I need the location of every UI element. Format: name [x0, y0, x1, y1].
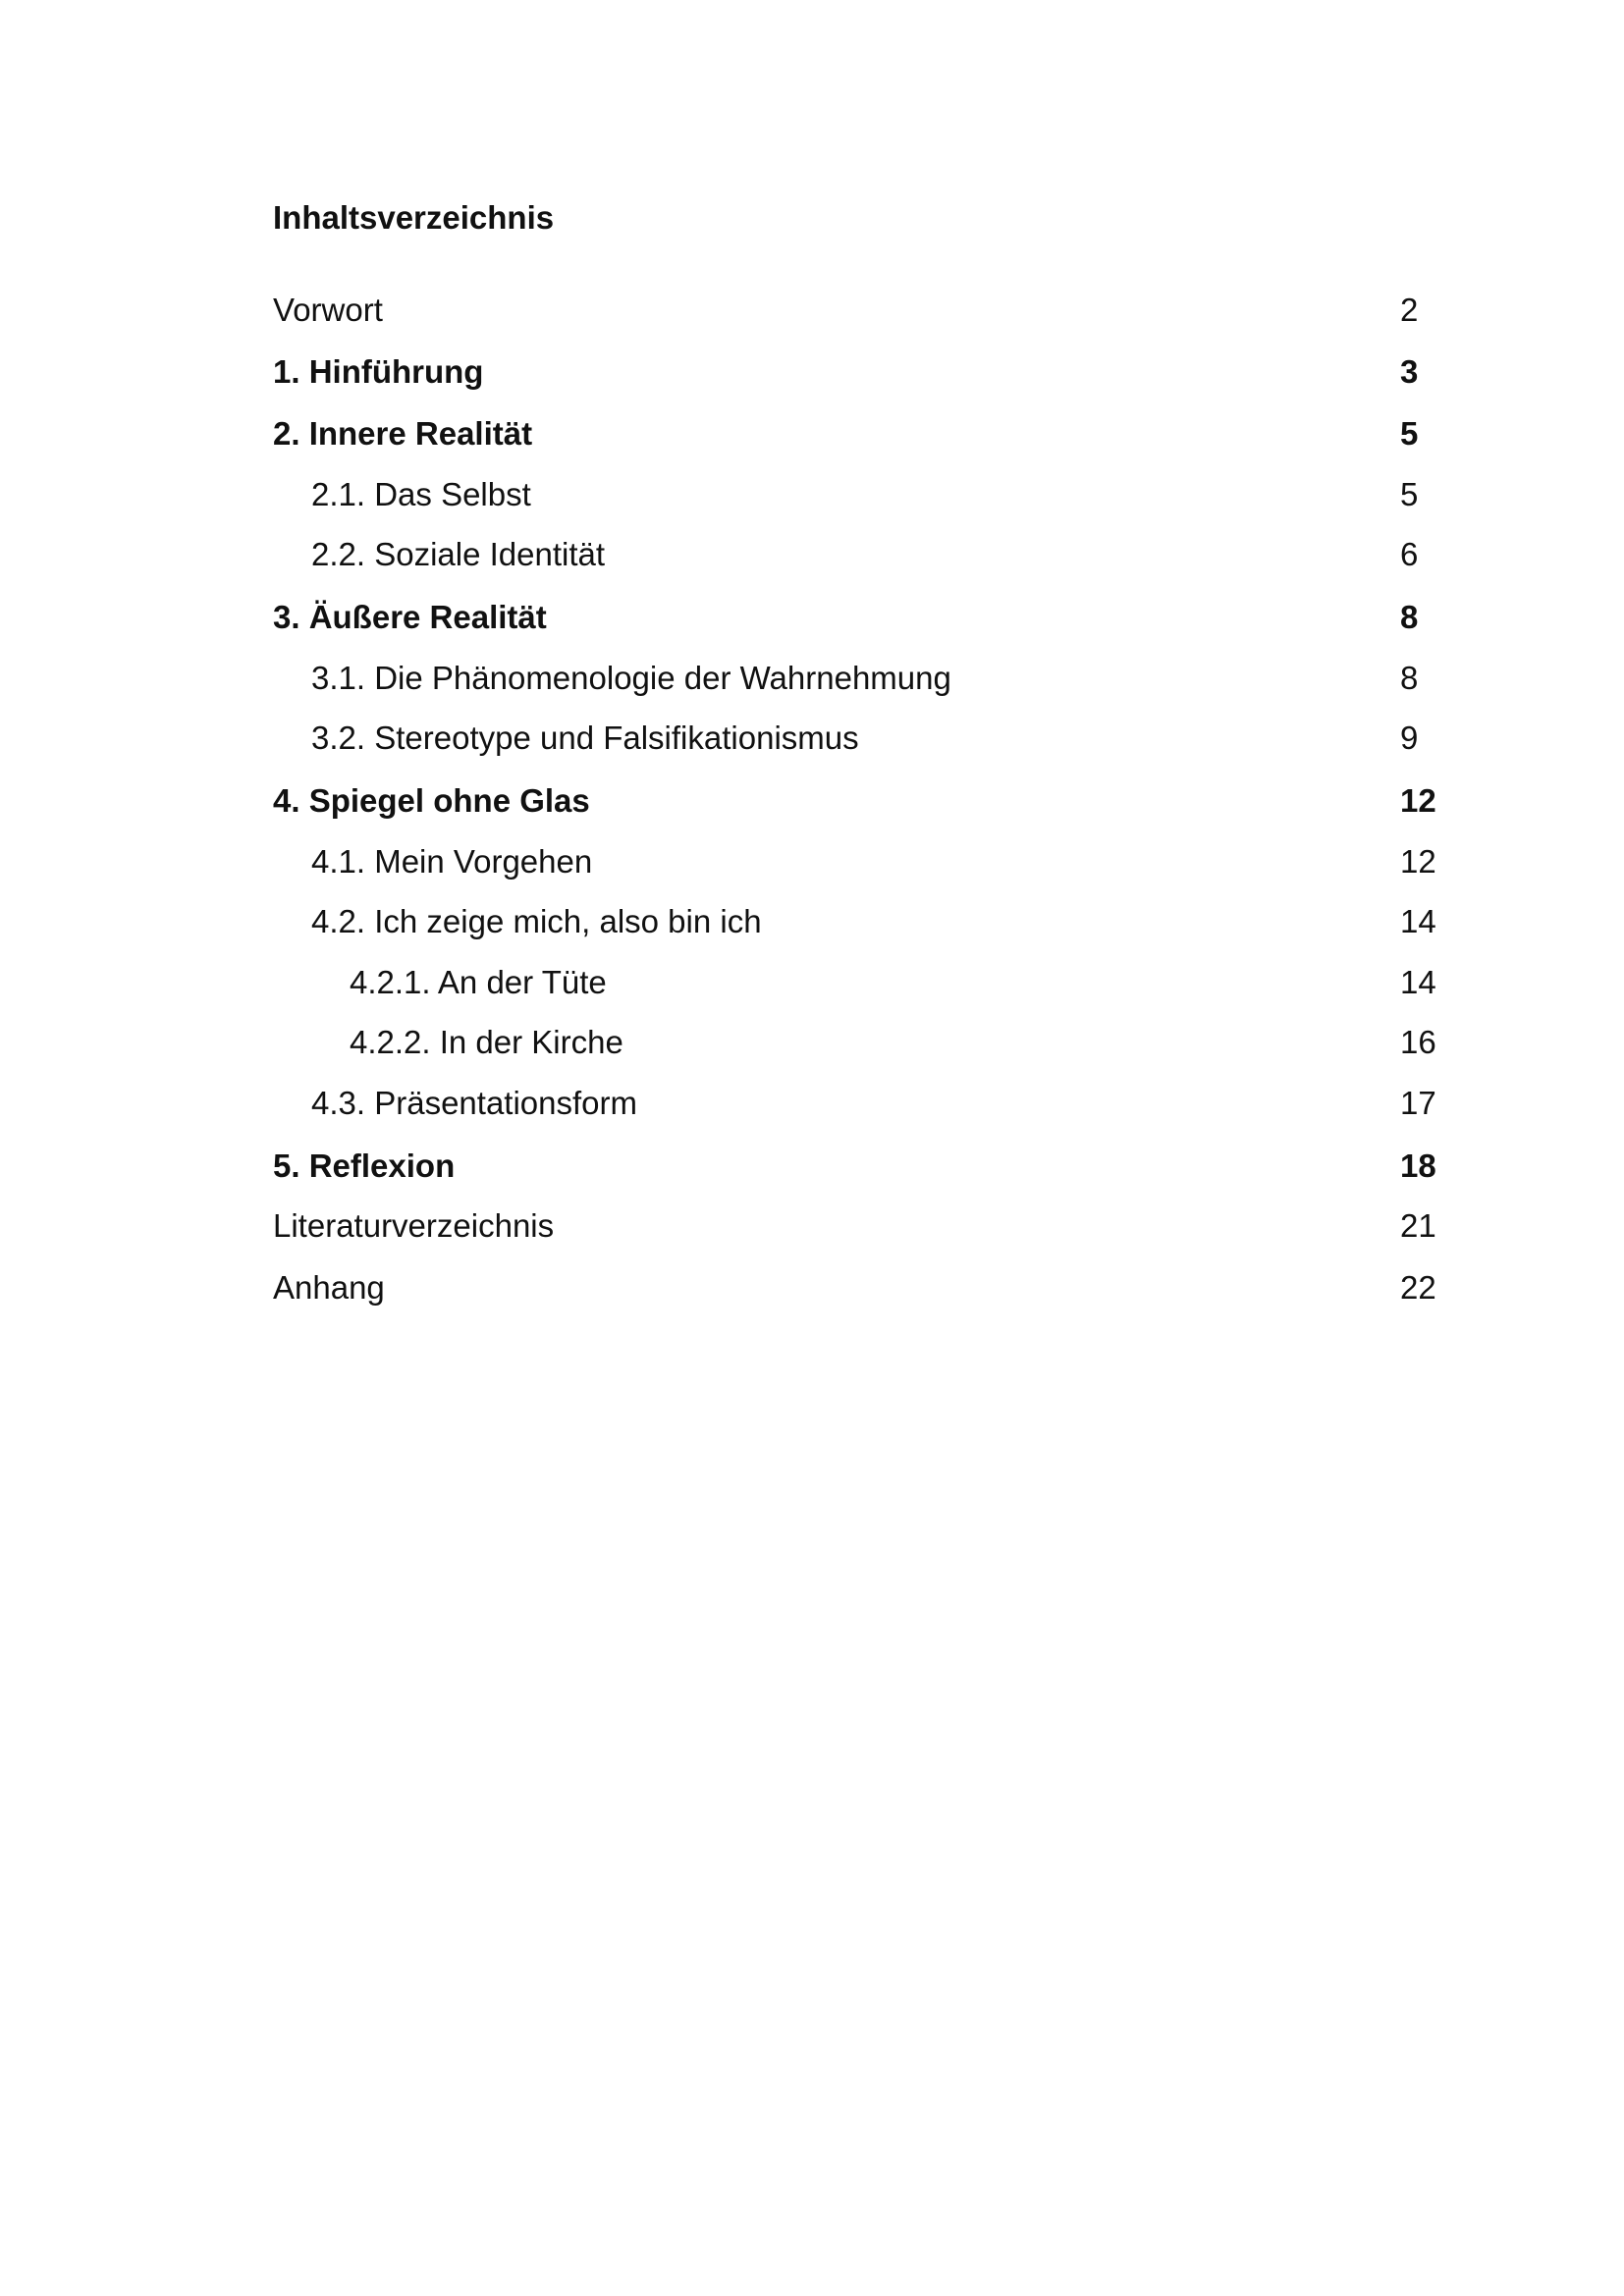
toc-entry-page: 8	[1400, 599, 1419, 635]
toc-entry-page: 8	[1400, 660, 1419, 696]
toc-entry-page: 2	[1400, 292, 1419, 328]
toc-entry-title: 2. Innere Realität	[273, 415, 533, 452]
toc-entry-title: 2.1. Das Selbst	[311, 476, 531, 512]
toc-entry[interactable]	[273, 289, 1441, 332]
toc-entry-page: 5	[1400, 415, 1419, 452]
toc-entry-title: 4.2.1. An der Tüte	[350, 964, 607, 1000]
toc-chapter-entry[interactable]	[273, 350, 1441, 394]
toc-entry-page: 17	[1400, 1085, 1436, 1121]
toc-section-entry[interactable]	[273, 1082, 1441, 1125]
toc-entry-title: 2.2. Soziale Identität	[311, 536, 606, 572]
toc-entry-title: 4.1. Mein Vorgehen	[311, 843, 593, 880]
toc-entry-page: 5	[1400, 476, 1419, 512]
toc-entry-title: Anhang	[273, 1269, 385, 1306]
toc-entry-title: 4.2. Ich zeige mich, also bin ich	[311, 903, 762, 939]
toc-entry-title: 3. Äußere Realität	[273, 599, 547, 635]
toc-entry[interactable]	[273, 1266, 1441, 1309]
toc-entry-title: 1. Hinführung	[273, 353, 484, 390]
toc-chapter-entry[interactable]	[273, 412, 1441, 455]
toc-entry-page: 21	[1400, 1207, 1436, 1244]
toc-entry-page: 3	[1400, 353, 1419, 390]
toc-section-entry[interactable]	[273, 533, 1441, 576]
toc-entry-page: 12	[1400, 782, 1436, 819]
toc-section-entry[interactable]	[273, 657, 1441, 700]
toc-subsection-entry[interactable]	[273, 1021, 1441, 1064]
toc-entry-page: 14	[1400, 964, 1436, 1000]
toc-entry-title: 3.2. Stereotype und Falsifikationismus	[311, 720, 859, 756]
toc-chapter-entry[interactable]	[273, 779, 1441, 823]
toc-entry-title: Literaturverzeichnis	[273, 1207, 555, 1244]
toc-entry-title: 3.1. Die Phänomenologie der Wahrnehmung	[311, 660, 951, 696]
toc-entry-title: 5. Reflexion	[273, 1148, 456, 1184]
toc-entry-page: 12	[1400, 843, 1436, 880]
toc-entry-page: 6	[1400, 536, 1419, 572]
toc-entry-page: 22	[1400, 1269, 1436, 1306]
toc-entry-title: 4. Spiegel ohne Glas	[273, 782, 590, 819]
toc-subsection-entry[interactable]	[273, 961, 1441, 1004]
toc-chapter-entry[interactable]	[273, 596, 1441, 639]
toc-section-entry[interactable]	[273, 717, 1441, 760]
toc-entry-title: Vorwort	[273, 292, 383, 328]
toc-section-entry[interactable]	[273, 840, 1441, 883]
toc-list	[273, 0, 1441, 1374]
toc-heading: Inhaltsverzeichnis	[273, 199, 555, 236]
toc-section-entry[interactable]	[273, 473, 1441, 516]
toc-entry-page: 18	[1400, 1148, 1436, 1184]
toc-chapter-entry[interactable]	[273, 1145, 1441, 1188]
toc-entry-title: 4.3. Präsentationsform	[311, 1085, 637, 1121]
toc-entry-page: 9	[1400, 720, 1419, 756]
toc-entry[interactable]	[273, 1204, 1441, 1248]
toc-entry-title: 4.2.2. In der Kirche	[350, 1024, 623, 1060]
toc-section-entry[interactable]	[273, 900, 1441, 943]
toc-entry-page: 16	[1400, 1024, 1436, 1060]
toc-entry-page: 14	[1400, 903, 1436, 939]
